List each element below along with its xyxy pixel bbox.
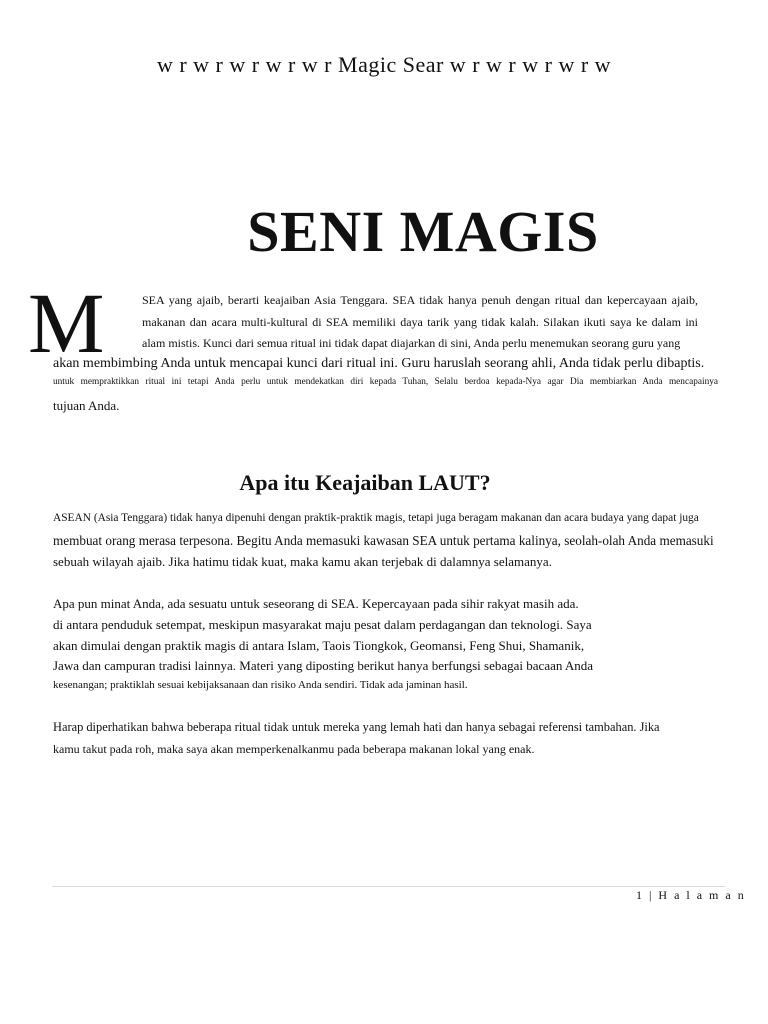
intro-line: alam mistis. Kunci dari semua ritual ini tidak dapat diajarkan di sini, Anda perlu menemukan seorang guru yang	[142, 336, 681, 350]
section-heading: Apa itu Keajaiban LAUT?	[239, 470, 491, 495]
footer-divider	[52, 886, 725, 887]
paragraph-line: membuat orang merasa terpesona. Begitu Anda memasuki kawasan SEA untuk pertama kalinya, seolah-olah Anda memasuki	[53, 533, 714, 548]
paragraph-line: akan dimulai dengan praktik magis di antara Islam, Taois Tiongkok, Geomansi, Feng Shui, Shamanik,	[53, 638, 585, 653]
intro-line: akan membimbing Anda untuk mencapai kunci dari ritual ini. Guru haruslah seorang ahli, Anda tidak perlu dibaptis.	[53, 356, 705, 371]
intro-line: SEA yang ajaib, berarti keajaiban Asia Tenggara. SEA tidak hanya penuh dengan ritual dan kepercayaan ajaib,	[142, 293, 698, 307]
paragraph-line: ASEAN (Asia Tenggara) tidak hanya dipenuhi dengan praktik-praktik magis, tetapi juga beragam makanan dan acara budaya yang dapat juga	[53, 512, 699, 524]
document-title: SENI MAGIS	[247, 199, 599, 264]
paragraph-line: sebuah wilayah ajaib. Jika hatimu tidak kuat, maka kamu akan terjebak di dalamnya selamanya.	[53, 554, 552, 569]
intro-line: makanan dan acara multi-kultural di SEA memiliki daya tarik yang tidak kalah. Silakan ikuti saya ke dalam ini	[142, 315, 698, 329]
intro-line: tujuan Anda.	[53, 398, 120, 413]
page-header: w r w r w r w r w r Magic Sear w r w r w r w r w	[156, 52, 612, 77]
paragraph-line: Apa pun minat Anda, ada sesuatu untuk seseorang di SEA. Kepercayaan pada sihir rakyat masih ada.	[53, 596, 579, 611]
drop-cap: M	[28, 275, 105, 371]
paragraph-line: Jawa dan campuran tradisi lainnya. Materi yang diposting berikut hanya berfungsi sebagai bacaan Anda	[53, 658, 594, 673]
paragraph-line: Harap diperhatikan bahwa beberapa ritual tidak untuk mereka yang lemah hati dan hanya sebagai referensi tambahan. Jika	[53, 720, 660, 734]
page-number: 1 | H a l a m a n	[636, 888, 746, 902]
intro-line: untuk mempraktikkan ritual ini tetapi Anda perlu untuk mendekatkan diri kepada Tuhan, Selalu berdoa kepada-Nya agar Dia membiarkan Anda mencapainya	[53, 377, 718, 387]
paragraph-line: di antara penduduk setempat, meskipun masyarakat maju pesat dalam perdagangan dan teknologi. Saya	[53, 617, 592, 632]
paragraph-line: kamu takut pada roh, maka saya akan memperkenalkanmu pada beberapa makanan lokal yang enak.	[53, 742, 535, 756]
paragraph-line: kesenangan; praktiklah sesuai kebijaksanaan dan risiko Anda sendiri. Tidak ada jaminan hasil.	[53, 679, 468, 691]
